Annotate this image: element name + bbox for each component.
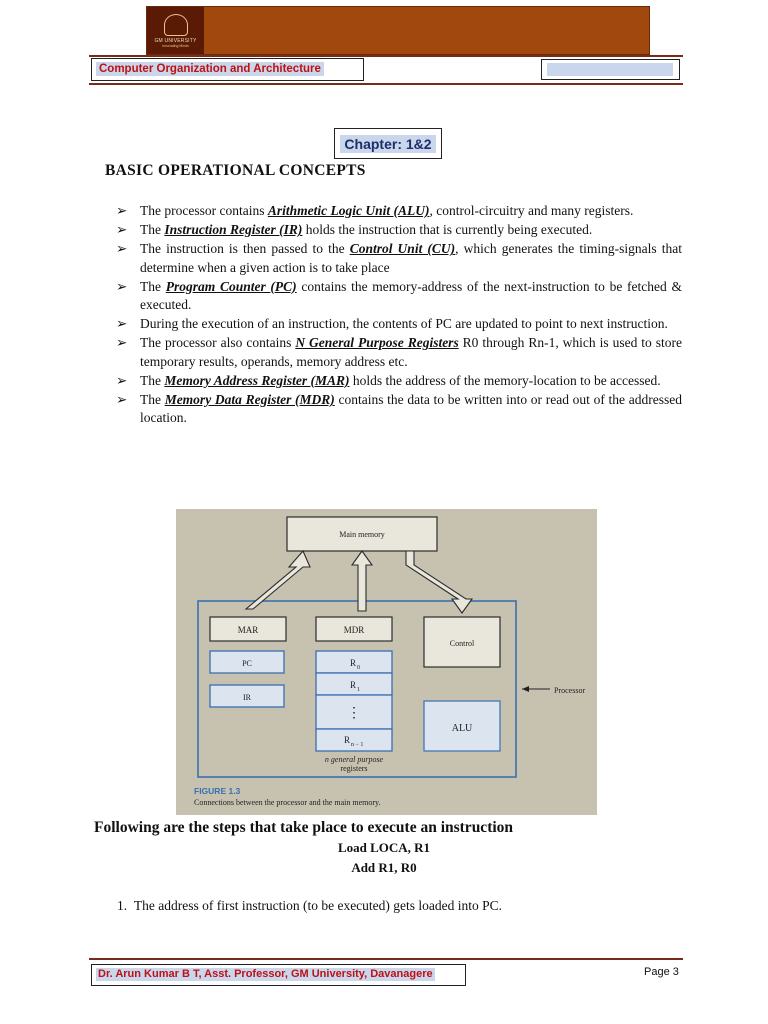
header-right-box: [541, 59, 680, 80]
chapter-box: [334, 128, 442, 159]
bullet-arrow-icon: ➢: [116, 203, 128, 218]
main-memory-label: Main memory: [339, 530, 385, 539]
bullet-arrow-icon: ➢: [116, 222, 128, 238]
mdr-label: MDR: [343, 625, 365, 635]
logo-name: GM UNIVERSITY: [154, 37, 197, 44]
book-tree-icon: [164, 14, 188, 36]
term-emphasis: Program Counter (PC): [165, 278, 297, 294]
concept-text: holds the instruction that is currently being executed.: [302, 222, 593, 238]
page-number: Page 3: [644, 966, 679, 978]
gpr-caption-2: registers: [340, 764, 368, 773]
concept-text: holds the address of the memory-location to be accessed.: [349, 372, 661, 388]
register-dots: ⋮: [347, 706, 361, 721]
arrow-mdr-memory: [352, 551, 372, 611]
bullet-arrow-icon: ➢: [116, 392, 128, 408]
bullet-arrow-icon: ➢: [116, 335, 128, 351]
processor-pointer-arrow-icon: [522, 686, 529, 692]
concept-text: During the execution of an instruction, the contents of PC are updated to point to next instruction.: [140, 316, 668, 332]
section-heading: BASIC OPERATIONAL CONCEPTS: [105, 162, 366, 179]
figure-number: FIGURE 1.3: [194, 786, 241, 796]
logo-tagline: Innovating Minds: [162, 43, 189, 48]
alu-label: ALU: [451, 723, 473, 734]
concept-text: , which generates the timing-signals that determine when a given action is to take place: [140, 241, 682, 275]
step-item: [117, 898, 502, 914]
instruction-2: Add R1, R0: [351, 860, 417, 875]
step-number: 1.: [117, 898, 128, 913]
concept-text: R0 through Rn-1, which is used to store temporary results, operands, memory address etc.: [140, 335, 682, 369]
chapter-label: Chapter: 1&2: [340, 135, 435, 153]
term-emphasis: Control Unit (CU): [349, 241, 456, 257]
concept-item: [116, 221, 682, 239]
bullet-arrow-icon: ➢: [116, 278, 128, 294]
concept-item: [116, 391, 682, 427]
control-label: Control: [449, 639, 475, 648]
concept-item: [116, 372, 682, 390]
r1-subscript: 1: [357, 687, 360, 693]
footer-author: Dr. Arun Kumar B T, Asst. Professor, GM University, Davanagere: [98, 968, 433, 980]
header-banner: [146, 6, 650, 55]
footer-rule: [89, 958, 683, 960]
concept-item: [116, 334, 682, 370]
ir-label: IR: [243, 693, 251, 702]
arrow-control-memory: [406, 551, 472, 613]
concept-item: [116, 278, 682, 314]
concept-item: [116, 240, 682, 276]
gpr-caption-1: n general purpose: [324, 755, 384, 764]
concept-item: [116, 202, 682, 220]
pc-label: PC: [242, 659, 252, 668]
r0-subscript: 0: [357, 665, 360, 671]
course-title: Computer Organization and Architecture: [96, 62, 324, 76]
rn-subscript: n − 1: [351, 742, 364, 748]
concept-list: [116, 202, 682, 428]
term-emphasis: Instruction Register (IR): [164, 222, 303, 238]
concept-text: , control-circuitry and many registers.: [429, 203, 634, 218]
processor-memory-diagram: [176, 509, 597, 815]
r1-label: R: [350, 680, 357, 690]
bullet-arrow-icon: ➢: [116, 316, 128, 332]
header-rule-bottom: [89, 83, 683, 85]
course-title-box: [91, 58, 364, 81]
term-emphasis: Memory Data Register (MDR): [164, 392, 335, 408]
concept-text: The processor contains: [140, 203, 268, 218]
concept-text: The: [140, 278, 166, 294]
university-logo: [147, 7, 204, 54]
step-text: The address of first instruction (to be executed) gets loaded into PC.: [133, 898, 503, 913]
instruction-1: Load LOCA, R1: [337, 840, 431, 855]
figure-caption: Connections between the processor and the main memory.: [194, 798, 381, 807]
term-emphasis: N General Purpose Registers: [295, 335, 459, 351]
bullet-arrow-icon: ➢: [116, 372, 128, 388]
concept-text: contains the data to be written into or read out of the addressed location.: [140, 392, 682, 426]
footer-author-box: [91, 964, 466, 986]
concept-text: contains the memory-address of the next-instruction to be fetched & executed.: [140, 278, 682, 313]
term-emphasis: Arithmetic Logic Unit (ALU): [267, 203, 430, 218]
bullet-arrow-icon: ➢: [116, 241, 128, 257]
concept-text: The: [140, 372, 165, 388]
concept-text: The: [140, 222, 165, 238]
rn-label: R: [344, 735, 351, 745]
mar-label: MAR: [237, 625, 259, 635]
processor-label: Processor: [554, 686, 586, 695]
concept-text: The: [140, 392, 165, 408]
header-rule-top: [89, 55, 683, 57]
term-emphasis: Memory Address Register (MAR): [164, 372, 350, 388]
concept-item: [116, 315, 682, 333]
concept-text: The instruction is then passed to the: [140, 241, 350, 257]
steps-title: Following are the steps that take place to execute an instruction: [94, 819, 514, 836]
concept-text: The processor also contains: [140, 335, 296, 351]
r0-label: R: [350, 658, 357, 668]
figure-processor-memory: [176, 509, 597, 815]
